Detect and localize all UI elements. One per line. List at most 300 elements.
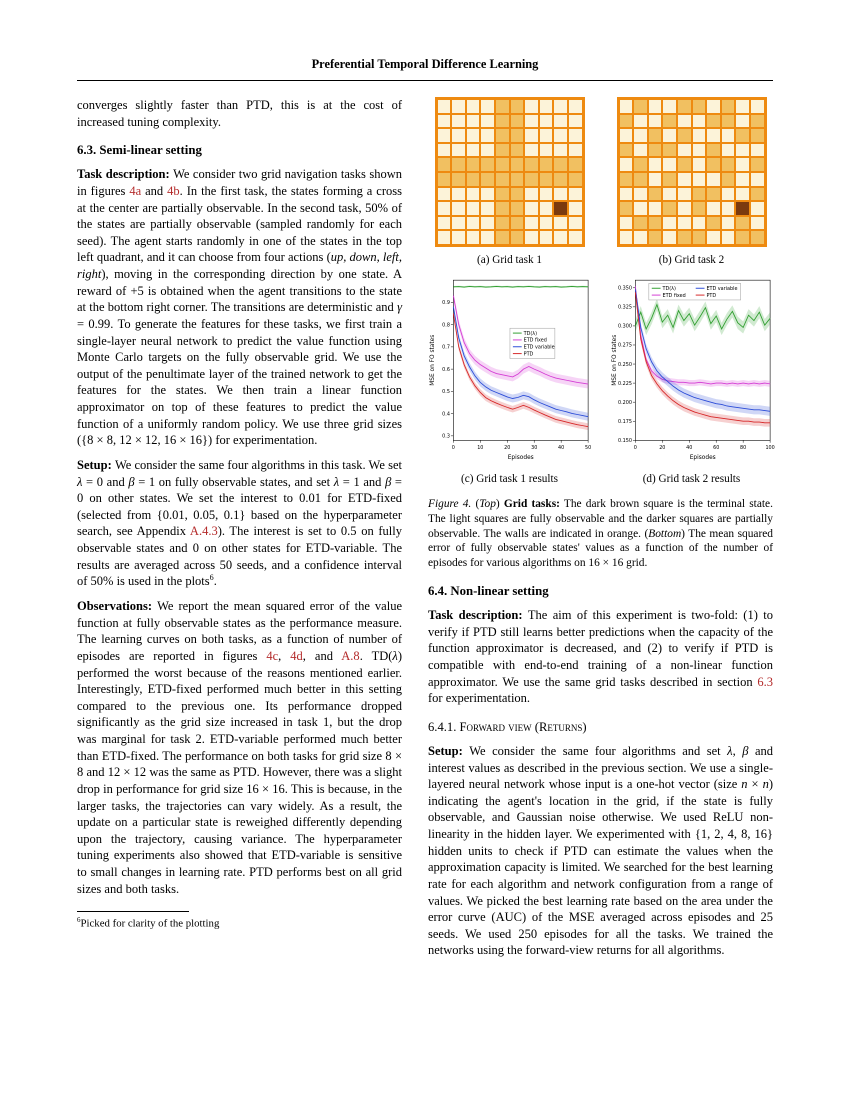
fully-observable-cell <box>554 115 567 128</box>
line-chart <box>609 274 775 466</box>
svg-text:PTD: PTD <box>523 351 533 358</box>
partially-observable-cell <box>511 173 524 186</box>
fully-observable-cell <box>481 231 494 244</box>
partially-observable-cell <box>620 202 633 215</box>
fully-observable-cell <box>452 231 465 244</box>
fully-observable-cell <box>620 129 633 142</box>
fully-observable-cell <box>540 217 553 230</box>
fully-observable-cell <box>540 202 553 215</box>
partially-observable-cell <box>693 231 706 244</box>
fully-observable-cell <box>467 202 480 215</box>
fully-observable-cell <box>438 115 451 128</box>
partially-observable-cell <box>496 158 509 171</box>
fully-observable-cell <box>525 129 538 142</box>
fully-observable-cell <box>481 115 494 128</box>
figure4-grids-row <box>428 97 773 274</box>
partially-observable-cell <box>620 115 633 128</box>
paragraph-setup-2 <box>428 743 773 959</box>
partially-observable-cell <box>707 188 720 201</box>
text-segment: β <box>385 474 392 489</box>
fully-observable-cell <box>634 115 647 128</box>
fully-observable-cell <box>481 129 494 142</box>
fully-observable-cell <box>467 144 480 157</box>
ref-link[interactable]: A.4.3 <box>189 524 218 539</box>
partially-observable-cell <box>649 144 662 157</box>
fully-observable-cell <box>554 100 567 113</box>
text-segment: β <box>128 474 135 489</box>
left-column <box>77 97 402 967</box>
text-segment: ), moving in the corresponding direction by one state. A reward of +5 is obtained when the agent transitions to the state at the bottom right corner. The transitions are deterministic and <box>77 267 402 315</box>
svg-text:ETD fixed: ETD fixed <box>523 337 547 344</box>
fully-observable-cell <box>540 231 553 244</box>
fully-observable-cell <box>707 202 720 215</box>
fully-observable-cell <box>467 100 480 113</box>
svg-text:0: 0 <box>633 445 637 452</box>
ref-link[interactable]: 4d <box>290 648 303 663</box>
partially-observable-cell <box>467 158 480 171</box>
partially-observable-cell <box>511 202 524 215</box>
fully-observable-cell <box>693 144 706 157</box>
partially-observable-cell <box>511 115 524 128</box>
fully-observable-cell <box>678 173 691 186</box>
fully-observable-cell <box>620 231 633 244</box>
superscript: 6 <box>77 916 81 925</box>
partially-observable-cell <box>496 217 509 230</box>
svg-text:0.175: 0.175 <box>617 418 632 425</box>
partially-observable-cell <box>496 115 509 128</box>
svg-text:50: 50 <box>584 445 591 452</box>
text-segment: Observations: <box>77 599 158 614</box>
svg-text:MSE on FO states: MSE on FO states <box>611 334 618 386</box>
svg-text:PTD: PTD <box>705 292 716 299</box>
partially-observable-cell <box>496 129 509 142</box>
figure-4-caption <box>428 497 773 571</box>
fully-observable-cell <box>540 129 553 142</box>
chart-grid-task-1-results <box>427 274 593 466</box>
fully-observable-cell <box>452 188 465 201</box>
text-segment: , <box>732 743 743 758</box>
fully-observable-cell <box>751 100 764 113</box>
partially-observable-cell <box>511 158 524 171</box>
two-column-layout <box>77 97 773 967</box>
fully-observable-cell <box>438 129 451 142</box>
svg-text:ETD fixed: ETD fixed <box>662 292 686 299</box>
text-segment: Bottom <box>648 527 682 540</box>
partially-observable-cell <box>511 188 524 201</box>
svg-text:TD(λ): TD(λ) <box>662 286 676 293</box>
fully-observable-cell <box>569 115 582 128</box>
fully-observable-cell <box>649 202 662 215</box>
line-chart <box>427 274 593 466</box>
fully-observable-cell <box>525 231 538 244</box>
fully-observable-cell <box>751 144 764 157</box>
fully-observable-cell <box>722 144 735 157</box>
partially-observable-cell <box>693 202 706 215</box>
fully-observable-cell <box>540 188 553 201</box>
partially-observable-cell <box>511 129 524 142</box>
subfigure-grid-task-2 <box>610 97 773 274</box>
partially-observable-cell <box>722 158 735 171</box>
partially-observable-cell <box>452 173 465 186</box>
partially-observable-cell <box>511 144 524 157</box>
fully-observable-cell <box>540 100 553 113</box>
partially-observable-cell <box>525 158 538 171</box>
fully-observable-cell <box>649 115 662 128</box>
fully-observable-cell <box>481 202 494 215</box>
fully-observable-cell <box>569 144 582 157</box>
partially-observable-cell <box>751 231 764 244</box>
fully-observable-cell <box>452 115 465 128</box>
fully-observable-cell <box>452 217 465 230</box>
subsection-heading-6-4-1: 6.4.1. Forward view (Returns) <box>428 719 587 734</box>
section-heading-6-3: 6.3. Semi-linear setting <box>77 143 202 158</box>
fully-observable-cell <box>467 115 480 128</box>
svg-text:20: 20 <box>658 445 665 452</box>
fully-observable-cell <box>722 202 735 215</box>
text-segment: , and <box>302 648 342 663</box>
fully-observable-cell <box>438 188 451 201</box>
svg-text:30: 30 <box>530 445 537 452</box>
svg-text:100: 100 <box>764 445 775 452</box>
text-segment: λ <box>333 474 340 489</box>
fully-observable-cell <box>620 188 633 201</box>
section-heading-6-4: 6.4. Non-linear setting <box>428 584 549 599</box>
footnote-rule <box>77 911 189 912</box>
fully-observable-cell <box>452 100 465 113</box>
fully-observable-cell <box>452 202 465 215</box>
running-title: Preferential Temporal Difference Learning <box>77 57 773 81</box>
text-segment: for experimentation. <box>428 691 531 706</box>
partially-observable-cell <box>438 173 451 186</box>
fully-observable-cell <box>736 144 749 157</box>
fully-observable-cell <box>481 188 494 201</box>
partially-observable-cell <box>569 158 582 171</box>
partially-observable-cell <box>620 144 633 157</box>
partially-observable-cell <box>663 115 676 128</box>
fully-observable-cell <box>554 217 567 230</box>
partially-observable-cell <box>722 100 735 113</box>
partially-observable-cell <box>722 115 735 128</box>
chart-grid-task-2-results <box>609 274 775 466</box>
subfigure-grid-task-1-results <box>428 274 591 493</box>
text-segment: = 1 and <box>339 474 386 489</box>
ref-link[interactable]: 4c <box>266 648 279 663</box>
partially-observable-cell <box>496 144 509 157</box>
partially-observable-cell <box>554 158 567 171</box>
partially-observable-cell <box>678 100 691 113</box>
partially-observable-cell <box>663 202 676 215</box>
svg-text:0.200: 0.200 <box>617 399 632 406</box>
svg-text:ETD variable: ETD variable <box>705 286 737 293</box>
text-segment: We report the mean squared error of the value function at fully observable states as the performance measure. The learning curves on both tasks, as a function of number of episodes are reported in figures <box>77 599 402 663</box>
fully-observable-cell <box>663 158 676 171</box>
fully-observable-cell <box>751 173 764 186</box>
partially-observable-cell <box>649 217 662 230</box>
fully-observable-cell <box>569 100 582 113</box>
text-segment: λ <box>77 474 83 489</box>
partially-observable-cell <box>751 115 764 128</box>
fully-observable-cell <box>707 100 720 113</box>
text-segment: Setup: <box>428 743 470 758</box>
text-segment: We consider the same four algorithms in this task. We set <box>114 457 402 472</box>
partially-observable-cell <box>736 231 749 244</box>
text-segment: The dark brown square is the terminal state. The light squares are fully observable and the darker squares are partially observable. The walls are indicated in orange. ( <box>428 498 773 540</box>
fully-observable-cell <box>569 188 582 201</box>
fully-observable-cell <box>467 129 480 142</box>
fully-observable-cell <box>438 231 451 244</box>
partially-observable-cell <box>736 217 749 230</box>
text-segment: We consider two grid navigation tasks shown in figures <box>77 167 402 198</box>
fully-observable-cell <box>467 217 480 230</box>
svg-text:80: 80 <box>739 445 746 452</box>
svg-text:60: 60 <box>712 445 719 452</box>
partially-observable-cell <box>736 129 749 142</box>
partially-observable-cell <box>707 217 720 230</box>
fully-observable-cell <box>736 100 749 113</box>
fully-observable-cell <box>554 188 567 201</box>
paragraph-continuation <box>77 97 402 130</box>
partially-observable-cell <box>496 231 509 244</box>
partially-observable-cell <box>707 144 720 157</box>
ref-link[interactable]: A.8 <box>341 648 360 663</box>
fully-observable-cell <box>663 100 676 113</box>
partially-observable-cell <box>496 202 509 215</box>
partially-observable-cell <box>678 129 691 142</box>
fully-observable-cell <box>481 144 494 157</box>
svg-text:0.325: 0.325 <box>617 304 632 311</box>
text-segment: , <box>278 648 291 663</box>
fully-observable-cell <box>663 231 676 244</box>
fully-observable-cell <box>481 217 494 230</box>
ref-link[interactable]: 6.3 <box>757 674 773 689</box>
svg-text:0.7: 0.7 <box>441 344 450 351</box>
subcaption-b: (b) Grid task 2 <box>658 254 725 266</box>
text-segment: γ <box>397 300 402 315</box>
partially-observable-cell <box>722 173 735 186</box>
fully-observable-cell <box>707 173 720 186</box>
text-segment: and interest values as described in the previous section. We use a single-layered neural network whose input is a one-hot vector (size <box>428 743 773 792</box>
fully-observable-cell <box>438 217 451 230</box>
fully-observable-cell <box>678 144 691 157</box>
partially-observable-cell <box>678 158 691 171</box>
svg-text:0.9: 0.9 <box>441 300 450 307</box>
partially-observable-cell <box>540 158 553 171</box>
fully-observable-cell <box>722 217 735 230</box>
svg-text:0.300: 0.300 <box>617 323 632 330</box>
fully-observable-cell <box>634 202 647 215</box>
fully-observable-cell <box>693 158 706 171</box>
fully-observable-cell <box>525 188 538 201</box>
partially-observable-cell <box>751 158 764 171</box>
partially-observable-cell <box>693 188 706 201</box>
svg-text:0.250: 0.250 <box>617 361 632 368</box>
fully-observable-cell <box>751 202 764 215</box>
fully-observable-cell <box>452 129 465 142</box>
svg-text:40: 40 <box>685 445 692 452</box>
text-segment: λ <box>727 743 733 758</box>
text-segment: ) <box>495 498 504 510</box>
fully-observable-cell <box>525 217 538 230</box>
text-segment: = 0 on other states. We set the interest to 0.01 for ETD-fixed (selected from {0.01, 0.05, 0.1} based on the hyperparameter search, see Appendix <box>77 474 402 539</box>
fully-observable-cell <box>634 231 647 244</box>
partially-observable-cell <box>707 158 720 171</box>
svg-text:0.4: 0.4 <box>441 411 450 418</box>
fully-observable-cell <box>620 158 633 171</box>
text-segment: ). The interest is set to 0.5 on fully observable states and 0 on other states for ETD-variable. The results are averaged across 50 seeds, and a confidence interval of 50% is used in the plots <box>77 524 402 589</box>
terminal-cell <box>554 202 567 215</box>
fully-observable-cell <box>693 129 706 142</box>
fully-observable-cell <box>736 173 749 186</box>
partially-observable-cell <box>525 173 538 186</box>
fully-observable-cell <box>554 144 567 157</box>
footnote <box>77 916 402 930</box>
partially-observable-cell <box>693 100 706 113</box>
partially-observable-cell <box>620 173 633 186</box>
svg-text:MSE on FO states: MSE on FO states <box>429 334 436 386</box>
svg-text:20: 20 <box>503 445 510 452</box>
subfigure-grid-task-2-results <box>610 274 773 493</box>
fully-observable-cell <box>736 188 749 201</box>
svg-text:Episodes: Episodes <box>507 454 534 461</box>
text-segment: . TD( <box>359 648 393 663</box>
partially-observable-cell <box>634 217 647 230</box>
fully-observable-cell <box>438 202 451 215</box>
text-segment: = 1 on fully observable states, and set <box>134 474 334 489</box>
subcaption-d: (d) Grid task 2 results <box>642 473 741 485</box>
fully-observable-cell <box>525 100 538 113</box>
text-segment: n <box>741 777 748 792</box>
fully-observable-cell <box>663 217 676 230</box>
partially-observable-cell <box>496 100 509 113</box>
fully-observable-cell <box>554 231 567 244</box>
fully-observable-cell <box>678 115 691 128</box>
fully-observable-cell <box>736 115 749 128</box>
fully-observable-cell <box>525 202 538 215</box>
partially-observable-cell <box>452 158 465 171</box>
fully-observable-cell <box>452 144 465 157</box>
text-segment: Task description: <box>77 167 174 182</box>
text-segment: Picked for clarity of the plotting <box>80 917 220 930</box>
partially-observable-cell <box>751 188 764 201</box>
series-line-td- <box>453 286 588 287</box>
partially-observable-cell <box>511 217 524 230</box>
fully-observable-cell <box>569 202 582 215</box>
fully-observable-cell <box>693 217 706 230</box>
svg-text:0.350: 0.350 <box>617 285 632 292</box>
partially-observable-cell <box>511 100 524 113</box>
text-segment: Setup: <box>77 457 115 472</box>
text-segment: × <box>747 777 763 792</box>
fully-observable-cell <box>722 188 735 201</box>
paragraph-setup <box>77 457 402 590</box>
fully-observable-cell <box>678 217 691 230</box>
svg-text:0: 0 <box>451 445 455 452</box>
svg-text:ETD variable: ETD variable <box>523 344 555 351</box>
text-segment: β <box>742 743 749 758</box>
text-segment: ) indicating the agent's location in the grid, if the state is fully observable, and Gaussian noise otherwise. We used ReLU non-linearity in the hidden layer. We experimented with {1, 2, 4, 8, 16} hidden units to check if PTD can estimate the values when the approximation capacity is limited. We searched for the best learning rate for each algorithm and network configuration from a range of values. We picked the best learning rate based on the area under the error curve (AUC) of the MSE averaged across episodes and 25 seeds. We used 250 episodes for all the tasks. We trained the networks using the forward-view returns for all algorithms. <box>428 777 773 958</box>
superscript: 6 <box>209 573 214 583</box>
text-segment: The aim of this experiment is two-fold: (1) to verify if PTD still learns better predictions when the capacity of the function approximator is decreased, and (2) to verify if PTD is compatible with end-to-end training of a non-linear function approximator. We use the same grid tasks described in section <box>428 608 773 689</box>
partially-observable-cell <box>663 144 676 157</box>
text-segment: = 0 and <box>82 474 129 489</box>
subfigure-grid-task-1 <box>428 97 591 274</box>
fully-observable-cell <box>620 217 633 230</box>
text-segment: λ <box>392 648 398 663</box>
paragraph-task-description-2 <box>428 607 773 707</box>
partially-observable-cell <box>438 158 451 171</box>
figure4-charts-row <box>428 274 773 493</box>
fully-observable-cell <box>634 188 647 201</box>
fully-observable-cell <box>540 144 553 157</box>
partially-observable-cell <box>678 231 691 244</box>
svg-text:0.150: 0.150 <box>617 438 632 445</box>
fully-observable-cell <box>634 129 647 142</box>
fully-observable-cell <box>751 217 764 230</box>
subcaption-a: (a) Grid task 1 <box>477 254 542 266</box>
partially-observable-cell <box>496 188 509 201</box>
subcaption-c: (c) Grid task 1 results <box>461 473 558 485</box>
text-segment: ) performed the worst because of the reasons mentioned earlier. Interestingly, ETD-fixed performed much better in this setting compared to the previous one. Its performance dropped significantly as the grid size increased in task 1, but the drop was marginal for task 2. ETD-variable performed much better than ETD-fixed. The performance on both tasks for grid size 8 × 8 and 12 × 12 was the same as PTD. However, there was a slight drop in performance for grid size 16 × 16. This is because, in the larger tasks, the trajectories can vary widely. As a result, the update on a particular state is reweighed differently depending upon the trajectory, causing variance. The hyperparameter tuning experiments also showed that ETD-variable is sensitive to small changes in learning rate. PTD performs best on all grid sizes and both tasks. <box>77 648 403 896</box>
text-segment: converges slightly faster than PTD, this is at the cost of increased tuning complexity. <box>77 98 402 129</box>
text-segment: ) The mean squared error of fully observable states' values as a function of the number of episodes for various algorithms on 16 × 16 grid. <box>428 527 774 570</box>
ref-link[interactable]: 4a <box>129 183 142 198</box>
fully-observable-cell <box>707 129 720 142</box>
ref-link[interactable]: 4b <box>167 183 180 198</box>
fully-observable-cell <box>649 173 662 186</box>
fully-observable-cell <box>525 115 538 128</box>
partially-observable-cell <box>707 115 720 128</box>
fully-observable-cell <box>438 100 451 113</box>
fully-observable-cell <box>649 100 662 113</box>
fully-observable-cell <box>481 100 494 113</box>
svg-text:0.3: 0.3 <box>441 433 450 440</box>
partially-observable-cell <box>649 129 662 142</box>
svg-text:40: 40 <box>557 445 564 452</box>
text-segment: . In the first task, the states forming a cross at the center are partially observable. In the second task, 50% of the states are partially observable (sampled randomly for each seed). The agent starts randomly in one of the states in the top left quadrant, and it can choose from four actions ( <box>77 183 402 265</box>
fully-observable-cell <box>540 115 553 128</box>
partially-observable-cell <box>554 173 567 186</box>
svg-text:0.8: 0.8 <box>441 322 450 329</box>
text-segment: We consider the same four algorithms and set <box>469 743 728 758</box>
svg-text:10: 10 <box>476 445 483 452</box>
text-segment: . <box>213 574 217 589</box>
partially-observable-cell <box>540 173 553 186</box>
grid-task-2 <box>617 97 767 247</box>
text-segment: Task description: <box>428 608 528 623</box>
fully-observable-cell <box>693 115 706 128</box>
svg-text:0.6: 0.6 <box>441 366 450 373</box>
partially-observable-cell <box>496 173 509 186</box>
fully-observable-cell <box>569 129 582 142</box>
partially-observable-cell <box>751 129 764 142</box>
fully-observable-cell <box>569 231 582 244</box>
partially-observable-cell <box>481 173 494 186</box>
right-column <box>428 97 773 967</box>
fully-observable-cell <box>663 129 676 142</box>
svg-text:TD(λ): TD(λ) <box>523 330 537 337</box>
fully-observable-cell <box>678 188 691 201</box>
fully-observable-cell <box>722 231 735 244</box>
text-segment: Figure 4. <box>428 498 472 510</box>
fully-observable-cell <box>438 144 451 157</box>
text-segment: = 0.99. To generate the features for these tasks, we first train a single-layer neural network to predict the value function using Monte Carlo targets on the fully observable grid. We use the output of the penultimate layer of the trained network to get the features for the states. We then train a linear function approximator on top of these features to predict the value function of a uniformly random policy. We use three grid sizes ({8 × 8, 12 × 12, 16 × 16}) for experimentation. <box>77 316 402 448</box>
text-segment: Grid tasks: <box>503 498 560 510</box>
svg-text:0.275: 0.275 <box>617 342 632 349</box>
partially-observable-cell <box>481 158 494 171</box>
partially-observable-cell <box>634 100 647 113</box>
fully-observable-cell <box>620 100 633 113</box>
text-segment: ( <box>471 498 480 510</box>
